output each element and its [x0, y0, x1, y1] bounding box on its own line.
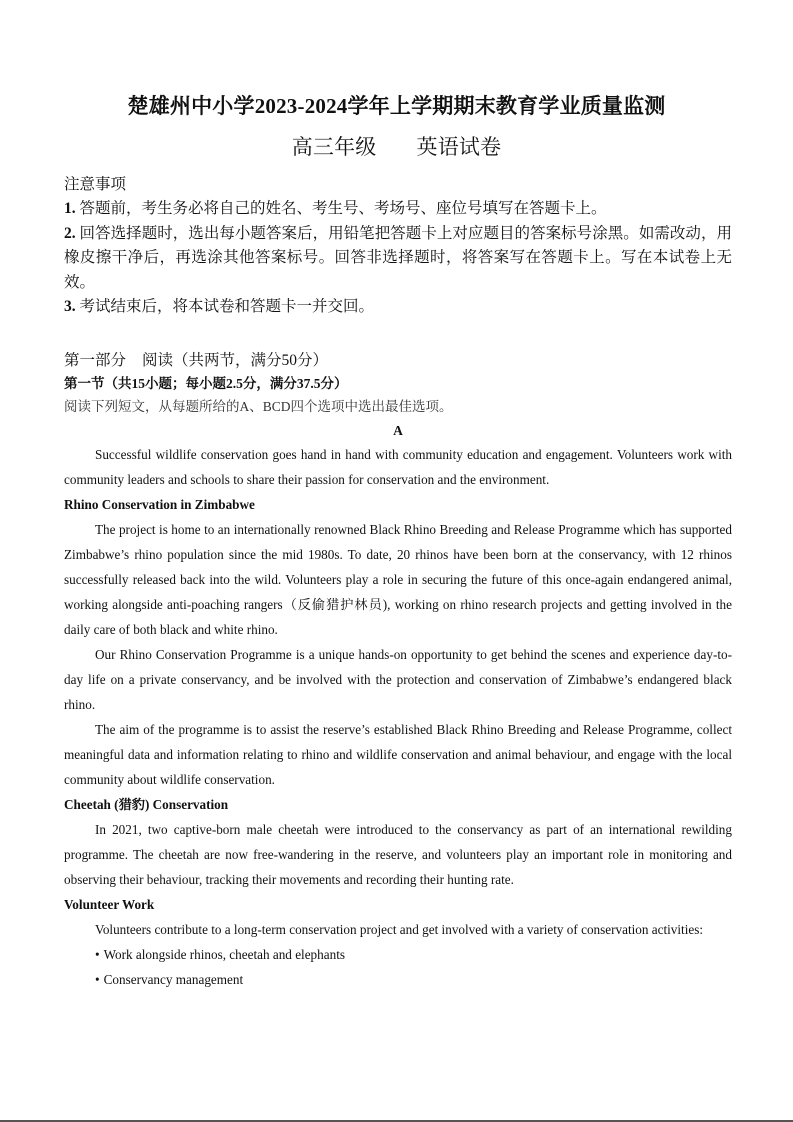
notice-item [64, 222, 732, 296]
passage-subheading: Cheetah (猎豹) Conservation [64, 796, 229, 812]
exam-title: 楚雄州中小学2023-2024学年上学期期末教育学业质量监测 [127, 94, 666, 118]
bullet-icon: • [95, 971, 100, 987]
bullet-text: Work alongside rhinos, cheetah and elephants [103, 946, 345, 962]
passage-intro: Successful wildlife conservation goes hand in hand with community education and engagement. Volunteers work with community leaders and schools to share their passion for conservation and the environment. [64, 446, 732, 487]
part-heading-left: 第一部分 [64, 351, 127, 369]
subject-label: 英语试卷 [416, 135, 502, 159]
passage-subheading: Rhino Conservation in Zimbabwe [64, 496, 255, 512]
passage-paragraph: In 2021, two captive-born male cheetah were introduced to the conservancy as part of an international rewilding programme. The cheetah are now free-wandering in the reserve, and volunteers play an important role in monitoring and observing their behaviour, tracking their movements and recording their hunting rate. [64, 821, 732, 887]
notice-item-number: 3. [64, 298, 76, 315]
notice-item [64, 197, 732, 222]
passage-subheading: Volunteer Work [64, 896, 155, 912]
passage-label: A [393, 422, 403, 438]
passage-paragraph: The project is home to an internationally renowned Black Rhino Breeding and Release Programme which has supported Zimbabwe’s rhino population since the mid 1980s. To date, 20 rhinos have been born at the conservancy, with 12 rhinos successfully released back into the wild. Volunteers play a role in securing the future of this once-again endangered animal, working alongside anti-poaching rangers（反偷猎护林员), working on rhino research projects and getting involved in the daily care of both black and white rhino. [64, 521, 732, 637]
section-instruction: 阅读下列短文，从每题所给的A、BCD四个选项中选出最佳选项。 [64, 398, 453, 414]
bullet-item [64, 967, 732, 992]
notice-item-text: 答题前，考生务必将自己的姓名、考生号、考场号、座位号填写在答题卡上。 [79, 200, 607, 217]
passage-paragraph: Volunteers contribute to a long-term conservation project and get involved with a variety of conservation activities: [95, 921, 704, 937]
exam-subtitle [0, 131, 793, 161]
bullet-text: Conservancy management [103, 971, 244, 987]
exam-content [64, 173, 732, 992]
part-heading-right: 阅读（共两节，满分50分） [142, 351, 329, 369]
notice-item-number: 1. [64, 200, 76, 217]
bullet-icon: • [95, 946, 100, 962]
notice-heading: 注意事项 [64, 176, 127, 193]
section-heading: 第一节（共15小题；每小题2.5分，满分37.5分） [64, 375, 348, 391]
grade-label: 高三年级 [291, 135, 377, 159]
notice-item-text: 考试结束后，将本试卷和答题卡一并交回。 [79, 298, 375, 315]
part-heading [64, 349, 732, 373]
notice-item [64, 295, 732, 320]
notice-item-text: 回答选择题时，选出每小题答案后，用铅笔把答题卡上对应题目的答案标号涂黑。如需改动，用橡皮擦干净后，再选涂其他答案标号。回答非选择题时，将答案写在答题卡上。写在本试卷上无效。 [64, 224, 732, 291]
passage-paragraph: Our Rhino Conservation Programme is a unique hands-on opportunity to get behind the scenes and experience day-to-day life on a private conservancy, and be involved with the protection and conservation of Zimbabwe’s endangered black rhino. [64, 646, 732, 712]
passage-paragraph: The aim of the programme is to assist the reserve’s established Black Rhino Breeding and Release Programme, collect meaningful data and information relating to rhino and wildlife conservation and animal behaviour, and engage with the local community about wildlife conservation. [64, 721, 732, 787]
bullet-item [64, 942, 732, 967]
notice-item-number: 2. [64, 224, 76, 242]
